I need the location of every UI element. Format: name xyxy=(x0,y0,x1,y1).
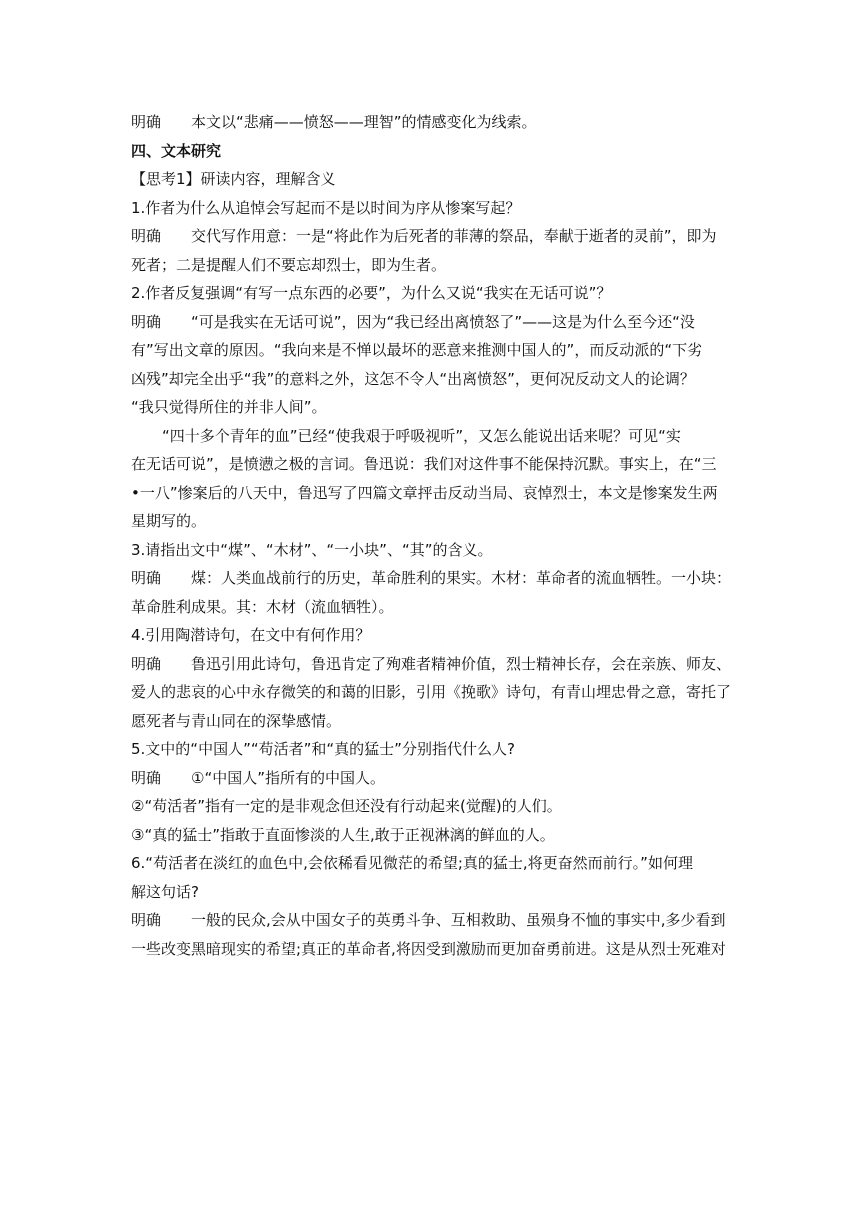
text-line: 死者；二是提醒人们不要忘却烈士，即为生者。 xyxy=(131,255,447,274)
question-2: 2.作者反复强调“有写一点东西的必要”，为什么又说“我实在无话可说”？ xyxy=(131,284,612,302)
question-1: 1.作者为什么从追悼会写起而不是以时间为序从惨案写起？ xyxy=(131,198,521,217)
question-5: 5.文中的“中国人”“苟活者”和“真的猛士”分别指代什么人? xyxy=(131,740,515,758)
text-line: ③“真的猛士”指敢于直面惨淡的人生,敢于正视淋漓的鲜血的人。 xyxy=(131,825,555,844)
question-6: 6.“苟活者在淡红的血色中,会依稀看见微茫的希望;真的猛士,将更奋然而前行。”如何理 xyxy=(131,854,693,872)
text-line: 一些改变黑暗现实的希望;真正的革命者,将因受到激励而更加奋勇前进。这是从烈士死难对 xyxy=(131,939,726,958)
text-line: 明确 交代写作用意：一是“将此作为后死者的菲薄的祭品，奉献于逝者的灵前”，即为 xyxy=(131,227,717,245)
text-line: 明确 ①“中国人”指所有的中国人。 xyxy=(131,768,385,787)
text-line: 在无话可说”，是愤懑之极的言词。鲁迅说：我们对这件事不能保持沉默。事实上，在“三 xyxy=(131,455,717,473)
question-4: 4.引用陶潜诗句，在文中有何作用？ xyxy=(131,626,371,644)
text-line: “四十多个青年的血”已经“使我艰于呼吸视听”，又怎么能说出话来呢？可见“实 xyxy=(162,426,681,445)
text-line: ②“苟活者”指有一定的是非观念但还没有行动起来(觉醒)的人们。 xyxy=(131,797,562,815)
text-line: •一八”惨案后的八天中，鲁迅写了四篇文章抨击反动当局、哀悼烈士，本文是惨案发生两 xyxy=(131,483,718,502)
text-line: 明确 本文以“悲痛——愤怒——理智”的情感变化为线索。 xyxy=(131,113,537,131)
text-line: 明确 煤：人类血战前行的历史，革命胜利的果实。木材：革命者的流血牺牲。一小块： xyxy=(131,569,732,587)
text-line: 星期写的。 xyxy=(131,512,207,530)
question-3: 3.请指出文中“煤”、“木材”、“一小块”、“其”的含义。 xyxy=(131,540,493,559)
text-line: “我只觉得所住的并非人间”。 xyxy=(131,398,327,416)
text-line: 有”写出文章的原因。“我向来是不惮以最坏的恶意来推测中国人的”，而反动派的“下劣 xyxy=(131,341,703,359)
text-line: 凶残”却完全出乎“我”的意料之外，这怎不令人“出离愤怒”，更何况反动文人的论调？ xyxy=(131,369,695,388)
text-line: 明确 一般的民众,会从中国女子的英勇斗争、互相救助、虽殒身不恤的事实中,多少看到 xyxy=(131,911,726,929)
text-line: 爱人的悲哀的心中永存微笑的和蔼的旧影，引用《挽歌》诗句，有青山埋忠骨之意，寄托了 xyxy=(131,683,732,701)
document-body xyxy=(131,108,731,963)
text-line: 明确 “可是我实在无话可说”，因为“我已经出离愤怒了”——这是为什么至今还“没 xyxy=(131,312,695,331)
text-line: 革命胜利成果。其：木材（流血牺牲）。 xyxy=(131,597,394,616)
text-line: 明确 鲁迅引用此诗句，鲁迅肯定了殉难者精神价值，烈士精神长存，会在亲族、师友、 xyxy=(131,654,732,673)
subsection-heading: 【思考1】研读内容，理解含义 xyxy=(131,170,336,188)
section-heading: 四、文本研究 xyxy=(131,141,222,160)
text-line: 解这句话? xyxy=(131,882,199,901)
text-line: 愿死者与青山同在的深挚感情。 xyxy=(131,711,342,730)
